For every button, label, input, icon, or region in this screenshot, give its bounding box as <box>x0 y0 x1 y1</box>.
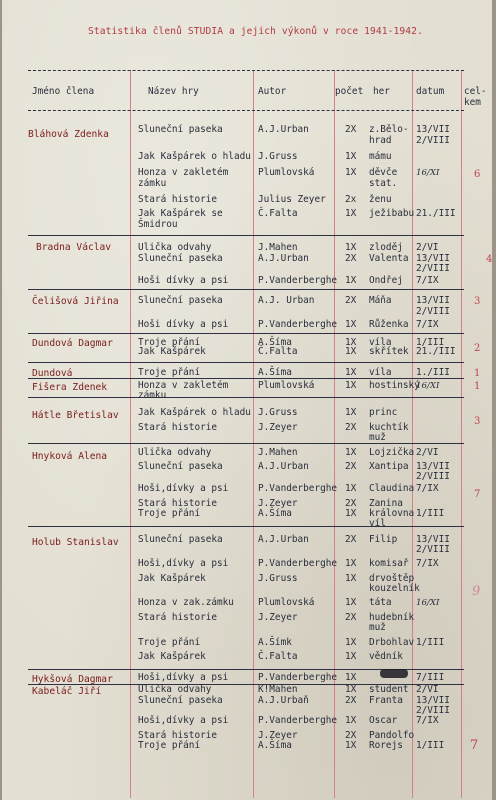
row-play: Stará historie <box>138 730 218 741</box>
row-date: 13/VII <box>416 295 450 306</box>
row-role: Filip <box>369 534 398 545</box>
row-author: A.J.Urban <box>258 534 309 545</box>
row-role: Valenta <box>369 253 409 264</box>
row-play: Sluneční paseka <box>138 253 223 264</box>
row-author: P.Vanderberghe <box>258 319 338 330</box>
row-role: princ <box>369 407 398 418</box>
row-role: víla <box>369 337 392 348</box>
row-date: 2/VIII <box>416 705 450 716</box>
row-author: J.Zeyer <box>258 422 298 433</box>
column-divider <box>461 70 462 798</box>
row-play: Ulička odvahy <box>138 684 212 695</box>
member-name: Hnyková Alena <box>32 451 108 462</box>
header-total: kem <box>464 97 481 108</box>
row-role: skřítek <box>369 346 409 357</box>
row-role: Máňa <box>369 295 392 306</box>
row-count: 1X <box>345 684 357 695</box>
row-play: Jak Kašpárek <box>138 573 206 584</box>
row-date: 7/III <box>416 672 445 683</box>
header-role: her <box>373 86 390 97</box>
row-count: 1X <box>345 637 357 648</box>
row-play: Troje přání <box>138 740 201 751</box>
row-role: Pandolfo <box>369 730 415 741</box>
member-name: Hykšová Dagmar <box>32 674 113 685</box>
row-role: Ondřej <box>369 275 403 286</box>
row-count: 2X <box>345 498 357 509</box>
row-count: 2X <box>345 124 357 135</box>
row-author: Plumlovská <box>258 597 315 608</box>
row-play: Ulička odvahy <box>138 242 212 253</box>
row-role: Oscar <box>369 715 398 726</box>
row-author: P.Vanderberghe <box>258 715 338 726</box>
row-count: 1X <box>345 208 357 219</box>
row-count: 1X <box>345 346 357 357</box>
row-date: 16/XI <box>416 598 440 608</box>
row-play: Troje přání <box>138 508 201 519</box>
row-role: děvče <box>369 167 398 178</box>
member-total: 7 <box>474 489 481 500</box>
row-play: zámku <box>138 178 167 189</box>
row-role: hudebník <box>369 612 415 623</box>
row-author: P.Vanderberghe <box>258 275 338 286</box>
row-author: A.Šímk <box>258 637 292 648</box>
row-date: 2/VI <box>416 242 439 253</box>
row-count: 2X <box>345 612 357 623</box>
row-author: Č.Falta <box>258 346 298 357</box>
row-role: královna <box>369 508 415 519</box>
member-total: 2 <box>474 343 481 354</box>
row-author: K!Mahen <box>258 684 298 695</box>
row-play: Sluneční paseka <box>138 124 223 135</box>
row-play: Honza v zakletém <box>138 167 229 178</box>
row-count: 1X <box>345 483 357 494</box>
row-count: 1X <box>345 558 357 569</box>
member-name: Holub Stanislav <box>32 537 119 548</box>
row-play: Šmidrou <box>138 219 178 230</box>
row-role: ježibabu <box>369 208 415 219</box>
row-date: 7/IX <box>416 483 439 494</box>
row-role: muž <box>369 622 386 633</box>
member-name: Hátle Břetislav <box>32 410 119 421</box>
member-total: 1 <box>474 368 481 379</box>
group-separator <box>28 333 464 334</box>
row-author: Julius Zeyer <box>258 194 326 205</box>
row-count: 1X <box>345 740 357 751</box>
group-separator <box>28 526 464 527</box>
row-role: z.Bělo- <box>369 124 409 135</box>
member-name: Bradna Václav <box>36 242 112 253</box>
row-author: J.Mahen <box>258 447 298 458</box>
header-play: Název hry <box>148 86 199 97</box>
row-play: Sluneční paseka <box>138 534 223 545</box>
row-count: 1X <box>345 242 357 253</box>
document-page <box>2 0 492 800</box>
member-total: 6 <box>474 169 481 180</box>
member-name: Dundová <box>32 368 73 379</box>
column-divider <box>412 70 413 798</box>
row-author: J.Gruss <box>258 407 298 418</box>
row-role: drvoštěp <box>369 573 415 584</box>
row-author: A.Šíma <box>258 337 292 348</box>
row-play: Troje přání <box>138 637 201 648</box>
member-total: 7 <box>470 738 479 753</box>
row-role: víla <box>369 367 392 378</box>
row-count: 2X <box>345 253 357 264</box>
row-date: 16/XI <box>416 168 440 178</box>
row-date: 7/IX <box>416 715 439 726</box>
row-count: 1X <box>345 447 357 458</box>
group-separator <box>28 289 464 290</box>
row-count: 1X <box>345 275 357 286</box>
row-date: 13/VII <box>416 253 450 264</box>
header-total: cel- <box>464 86 487 97</box>
row-author: A.J.Urban <box>258 124 309 135</box>
row-play: Hoši,dívky a psi <box>138 672 229 683</box>
row-play: Jak Kašpárek <box>138 346 206 357</box>
row-role: Růženka <box>369 319 409 330</box>
row-author: J.Mahen <box>258 242 298 253</box>
member-total: 9 <box>472 584 481 599</box>
row-author: A.J.Urban <box>258 253 309 264</box>
row-role: Lojzička <box>369 447 415 458</box>
row-play: Stará historie <box>138 194 218 205</box>
row-count: 2X <box>345 422 357 433</box>
row-count: 1X <box>345 672 357 683</box>
row-play: Hoši,dívky a psi <box>138 483 229 494</box>
row-role: mámu <box>369 151 392 162</box>
row-play: Hoši dívky a psi <box>138 319 229 330</box>
row-role: komisař <box>369 558 409 569</box>
row-play: Ulička odvahy <box>138 447 212 458</box>
row-role: Xantipa <box>369 461 409 472</box>
row-count: 2X <box>345 730 357 741</box>
row-role: Franta <box>369 695 403 706</box>
row-play: Stará historie <box>138 612 218 623</box>
row-count: 1X <box>345 151 357 162</box>
row-count: 2X <box>345 461 357 472</box>
row-count: 2X <box>345 295 357 306</box>
row-count: 1X <box>345 651 357 662</box>
member-name: Dundová Dagmar <box>32 338 113 349</box>
row-count: 1X <box>345 167 357 178</box>
row-author: Č.Falta <box>258 208 298 219</box>
row-play: zámku <box>138 390 167 401</box>
row-play: Stará historie <box>138 422 218 433</box>
row-count: 1X <box>345 508 357 519</box>
row-count: 2X <box>345 695 357 706</box>
row-play: Hoši,dívky a psi <box>138 715 229 726</box>
row-count: 1X <box>345 337 357 348</box>
group-separator <box>28 362 464 363</box>
row-date: 2/VI <box>416 447 439 458</box>
row-date: 7/IX <box>416 319 439 330</box>
row-author: A.J. Urban <box>258 295 315 306</box>
row-count: 2X <box>345 534 357 545</box>
row-role: stat. <box>369 178 398 189</box>
row-date: 1/III <box>416 637 445 648</box>
member-total: 1 <box>474 381 481 392</box>
member-name: Kabeláč Jiří <box>32 686 102 697</box>
row-date: 13/VII <box>416 534 450 545</box>
group-separator <box>28 397 464 398</box>
column-divider <box>253 70 254 798</box>
row-role: Zanina <box>369 498 403 509</box>
row-author: A.Šíma <box>258 508 292 519</box>
row-play: Jak Kašpárek <box>138 651 206 662</box>
row-date: 1/III <box>416 337 445 348</box>
row-play: Honza v zakletém <box>138 380 229 391</box>
header-member: Jméno člena <box>32 86 95 97</box>
row-author: A.Šíma <box>258 740 292 751</box>
row-author: P.Vanderberghe <box>258 483 338 494</box>
row-role: Rorejs <box>369 740 403 751</box>
row-date: 21./III <box>416 346 456 357</box>
row-role: kouzelník <box>369 583 420 594</box>
row-author: A.J.Urbaň <box>258 695 309 706</box>
member-name: Bláhová Zdenka <box>28 129 109 140</box>
row-count: 2x <box>345 194 357 205</box>
member-total: 4 <box>486 254 493 265</box>
row-role: kuchtík <box>369 422 409 433</box>
member-total: 3 <box>474 416 481 427</box>
document-title: Statistika členů STUDIA a jejich výkonů v roce 1941-1942. <box>88 26 423 37</box>
row-author: J.Zeyer <box>258 612 298 623</box>
row-play: Sluneční paseka <box>138 295 223 306</box>
row-date: 2/VIII <box>416 135 450 146</box>
group-separator <box>28 235 464 236</box>
row-play: Stará historie <box>138 498 218 509</box>
row-role: vědník <box>369 651 403 662</box>
row-play: Troje přání <box>138 367 201 378</box>
row-count: 1X <box>345 367 357 378</box>
row-date: 2/VI <box>416 684 439 695</box>
row-date: 7/IX <box>416 275 439 286</box>
row-play: Jak Kašpárek o hladu <box>138 407 251 418</box>
row-role: Claudina <box>369 483 415 494</box>
row-play: Hoši,dívky a psi <box>138 558 229 569</box>
group-separator <box>28 378 464 379</box>
row-role: víl <box>369 518 386 529</box>
row-author: Č.Falta <box>258 651 298 662</box>
row-role: student <box>369 684 409 695</box>
row-play: Honza v zak.zámku <box>138 597 234 608</box>
row-date: 1/III <box>416 740 445 751</box>
row-author: P.Vanderberghe <box>258 672 338 683</box>
row-date: 1/III <box>416 508 445 519</box>
row-play: Jak Kašpárek se <box>138 208 223 219</box>
row-date: 1./III <box>416 367 450 378</box>
row-author: J.Gruss <box>258 573 298 584</box>
row-author: Plumlovská <box>258 167 315 178</box>
member-name: Čelišová Jiřina <box>32 296 119 307</box>
row-date: 2/VIII <box>416 471 450 482</box>
row-date: 16/XI <box>416 381 440 391</box>
row-date: 13/VII <box>416 461 450 472</box>
row-date: 2/VIII <box>416 306 450 317</box>
header-date: datum <box>416 86 445 97</box>
row-author: A.J.Urban <box>258 461 309 472</box>
row-date: 21./III <box>416 208 456 219</box>
column-divider <box>130 70 131 798</box>
row-role: ženu <box>369 194 392 205</box>
row-author: J.Gruss <box>258 151 298 162</box>
row-date: 7/IX <box>416 558 439 569</box>
row-author: A.Šíma <box>258 367 292 378</box>
row-role: hrad <box>369 135 392 146</box>
row-date: 13/VII <box>416 695 450 706</box>
row-play: Sluneční paseka <box>138 695 223 706</box>
row-play: Hoši dívky a psi <box>138 275 229 286</box>
header-count: počet <box>335 86 364 97</box>
row-play: Troje přání <box>138 337 201 348</box>
row-author: J.Zeyer <box>258 498 298 509</box>
column-divider <box>334 70 335 798</box>
header-rule <box>28 110 464 111</box>
member-total: 3 <box>474 296 481 307</box>
row-role: Drbohlav <box>369 637 415 648</box>
row-role: muž <box>369 432 386 443</box>
row-play: Sluneční paseka <box>138 461 223 472</box>
row-count: 1X <box>345 380 357 391</box>
row-date: 2/VIII <box>416 263 450 274</box>
ink-blot <box>380 669 408 678</box>
header-author: Autor <box>258 86 287 97</box>
row-count: 1X <box>345 597 357 608</box>
row-author: J.Zeyer <box>258 730 298 741</box>
row-role: táta <box>369 597 392 608</box>
group-separator <box>28 443 464 444</box>
row-count: 1X <box>345 573 357 584</box>
header-rule <box>28 70 464 71</box>
row-role: hostinský <box>369 380 420 391</box>
row-count: 1X <box>345 319 357 330</box>
row-author: P.Vanderberghe <box>258 558 338 569</box>
row-play: Jak Kašpárek o hladu <box>138 151 251 162</box>
row-author: Plumlovská <box>258 380 315 391</box>
row-role: zloděj <box>369 242 403 253</box>
row-count: 1X <box>345 715 357 726</box>
row-date: 13/VII <box>416 124 450 135</box>
row-date: 2/VIII <box>416 544 450 555</box>
member-name: Fišera Zdenek <box>32 382 108 393</box>
row-count: 1X <box>345 407 357 418</box>
